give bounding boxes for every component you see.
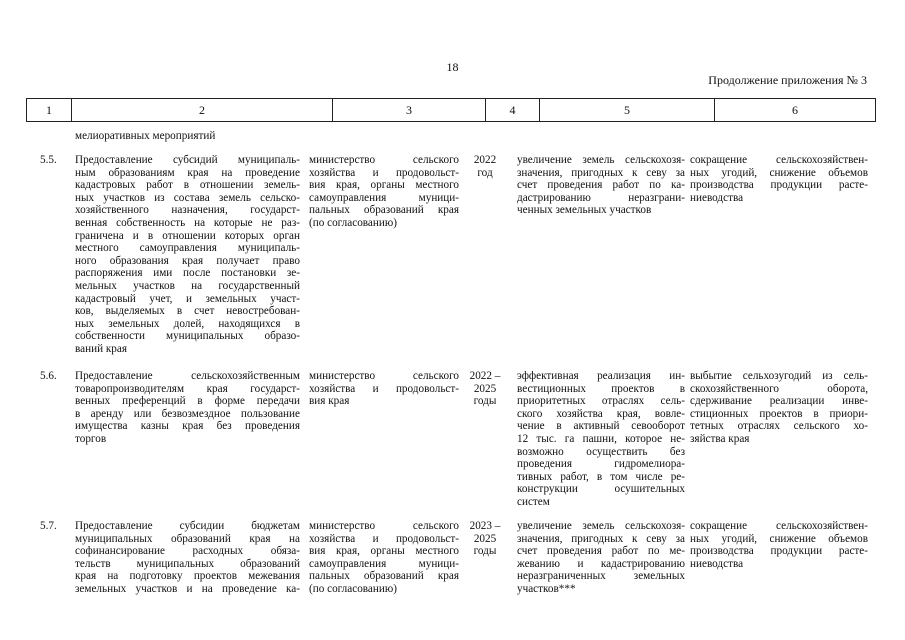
row-result: увеличение земель сельскохозя- значения, пригодных к севу за счет проведения работ по ме- жеванию и кадастрированию неразграниченных земельных участков*** [517, 520, 685, 595]
row-responsible: министерство сельского хозяйства и продовольст- вия края, органы местного самоуправления муници- пальных образований края (по согласованию) [309, 154, 459, 229]
row-number: 5.5. [40, 154, 57, 166]
row-consequence: сокращение сельскохозяйствен- ных угодий, снижение объемов производства продукции расте- ниеводства [690, 154, 868, 204]
row-number: 5.6. [40, 370, 57, 382]
header-col-5: 5 [539, 99, 714, 121]
row-number: 5.7. [40, 520, 57, 532]
table-header [26, 98, 876, 122]
row-consequence: выбытие сельхозугодий из сель- скохозяйственного оборота, сдерживание реализации инве- стиционных проектов в приори- тетных отраслях сельского хо- зяйства края [690, 370, 868, 445]
header-col-2: 2 [71, 99, 332, 121]
row-period: 2023 – 2025 годы [469, 520, 501, 558]
row-period: 2022 год [473, 154, 497, 179]
row-result: увеличение земель сельскохозя- значения, пригодных к севу за счет проведения работ по ка- дастрированию неразграни- ченных земельных участков [517, 154, 685, 217]
row-result: эффективная реализация ин- вестиционных проектов в приоритетных отраслях сель- ского хозяйства края, вовле- чение в активный севооборот 12 тыс. га пашни, которое не- возможно осуществить без проведения гидромелиора- тивных работ, в том числе ре- конструкции осушительных систем [517, 370, 685, 508]
row-description: Предоставление субсидий муниципаль- ным образованиям края на проведение кадастровых работ в отношении земель- ных участков из состава земель сельско- хозяйственного назначения, государст- венная собственность на которые не раз- граничена и в отношении которых орган местного самоуправления муниципаль- ного образования края получает право распоряжения ими после постановки зе- мельных участков на государственный кадастровый учет, и земельных участ- ков, выделяемых в счет невостребован- ных земельных долей, находящихся в собственности муниципальных образо- ваний края [75, 154, 300, 355]
page-number: 18 [446, 60, 459, 74]
header-col-6: 6 [714, 99, 875, 121]
row-responsible: министерство сельского хозяйства и продовольст- вия края, органы местного самоуправления муници- пальных образований края (по согласованию) [309, 520, 459, 595]
continuation-note: Продолжение приложения № 3 [708, 73, 867, 87]
header-col-1: 1 [46, 103, 52, 117]
header-col-3: 3 [332, 99, 485, 121]
carry-over-text: мелиоративных мероприятий [75, 130, 216, 142]
row-period: 2022 – 2025 годы [469, 370, 501, 408]
row-responsible: министерство сельского хозяйства и продовольст- вия края [309, 370, 459, 408]
row-consequence: сокращение сельскохозяйствен- ных угодий, снижение объемов производства продукции расте- ниеводства [690, 520, 868, 570]
row-description: Предоставление сельскохозяйственным товаропроизводителям края государст- венных преференций в форме передачи в аренду или безвозмездное пользование имущества казны края без проведения торгов [75, 370, 300, 445]
header-col-4: 4 [485, 99, 539, 121]
row-description: Предоставление субсидии бюджетам муниципальных образований края на софинансирование расходных обяза- тельств муниципальных образований края на подготовку проектов межевания земельных участков и на проведение ка- [75, 520, 300, 595]
